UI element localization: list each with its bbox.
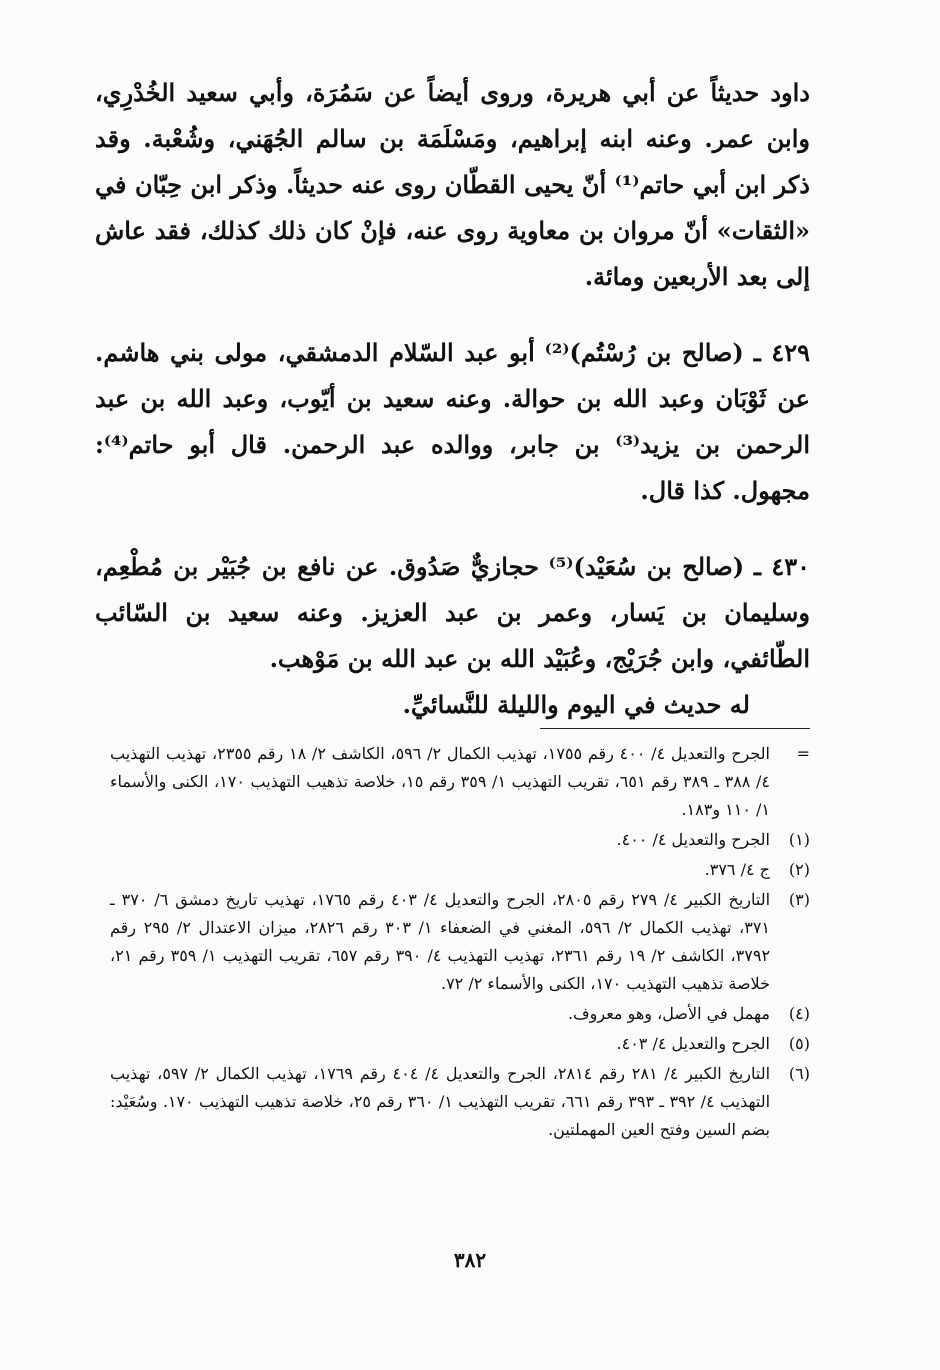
- footnote-text: الجرح والتعديل ٤/ ٤٠٠.: [616, 830, 770, 849]
- page-number: ٣٨٢: [453, 1248, 487, 1272]
- footnote-text: ج ٤/ ٣٧٦.: [704, 860, 770, 879]
- footnote-marker: =: [796, 744, 810, 763]
- footnote-marker: (٤): [788, 1004, 810, 1023]
- footnote-marker: (٥): [788, 1034, 810, 1053]
- footnote: [110, 1030, 810, 1058]
- footnote: [110, 886, 810, 998]
- entry-heading: (صالح بن سُعَيْد)⁽⁵⁾: [548, 552, 745, 581]
- entry-number: ٤٣٠ ـ: [753, 552, 810, 581]
- footnote-marker: (٢): [788, 860, 810, 879]
- footnote-divider: [540, 728, 810, 729]
- footnote: [110, 1000, 810, 1028]
- footnote-text: التاريخ الكبير ٤/ ٢٨١ رقم ٢٨١٤، الجرح والتعديل ٤/ ٤٠٤ رقم ١٧٦٩، تهذيب الكمال ٢/ ٥٩٧، تهذيب التهذيب ٤/ ٣٩٢ ـ ٣٩٣ رقم ٦٦١، تقريب التهذيب ١/ ٣٦٠ رقم ٢٥، خلاصة تذهيب التهذيب ١٧٠. وسُعَيْد: بضم السين وفتح العين المهملتين.: [110, 1064, 771, 1139]
- main-text: [95, 70, 810, 728]
- footnote: [110, 1060, 810, 1144]
- footnote-marker: (٣): [788, 890, 810, 909]
- footnotes: [110, 740, 810, 1146]
- footnote-text: التاريخ الكبير ٤/ ٢٧٩ رقم ٢٨٠٥، الجرح والتعديل ٤/ ٤٠٣ رقم ١٧٦٥، تهذيب تاريخ دمشق ٦/ ٣٧٠ ـ ٣٧١، تهذيب الكمال ٢/ ٥٩٦، المغني في الضعفاء ١/ ٣٠٣ رقم ٢٨٢٦، ميزان الاعتدال ٢/ ٢٩٥ رقم ٣٧٩٢، الكاشف ٢/ ١٩ رقم ٢٣٦١، تهذيب التهذيب ٤/ ٣٩٠ رقم ٦٥٧، تقريب التهذيب ١/ ٣٥٩ رقم ٢١، خلاصة تذهيب التهذيب ١٧٠، الكنى والأسماء ٢/ ٧٢.: [110, 890, 771, 993]
- paragraph-continuation: [95, 70, 810, 300]
- entry-heading: (صالح بن رُسْتُم)⁽²⁾: [544, 338, 744, 367]
- footnote-text: الجرح والتعديل ٤/ ٤٠٠ رقم ١٧٥٥، تهذيب الكمال ٢/ ٥٩٦، الكاشف ٢/ ١٨ رقم ٢٣٥٥، تهذيب التهذيب ٤/ ٣٨٨ ـ ٣٨٩ رقم ٦٥١، تقريب التهذيب ١/ ٣٥٩ رقم ١٥، خلاصة تذهيب التهذيب ١٧٠، الكنى والأسماء ١/ ١١٠ و١٨٣.: [110, 744, 771, 819]
- footnote-text: مهمل في الأصل، وهو معروف.: [567, 1004, 770, 1023]
- footnote: [110, 826, 810, 854]
- entry-429: [95, 330, 810, 514]
- entry-number: ٤٢٩ ـ: [753, 338, 811, 367]
- footnote: [110, 740, 810, 824]
- footnote-marker: (١): [788, 830, 810, 849]
- entry-430: [95, 544, 810, 728]
- entry-closing-line: له حديث في اليوم والليلة للنَّسائيِّ.: [402, 690, 750, 719]
- continuation-text: داود حديثاً عن أبي هريرة، وروى أيضاً عن سَمُرَة، وأبي سعيد الخُدْرِي، وابن عمر. وعنه ابنه إبراهيم، ومَسْلَمَة بن سالم الجُهَني، وشُعْبة. وقد ذكر ابن أبي حاتم⁽¹⁾ أنّ يحيى القطّان روى عنه حديثاً. وذكر ابن حِبّان في «الثقات» أنّ مروان بن معاوية روى عنه، فإنْ كان ذلك كذلك، فقد عاش إلى بعد الأربعين ومائة.: [95, 78, 810, 291]
- footnote-text: الجرح والتعديل ٤/ ٤٠٣.: [616, 1034, 770, 1053]
- entry-body: حجازيٌّ صَدُوق. عن نافع بن جُبَيْر بن مُطْعِم، وسليمان بن يَسار، وعمر بن عبد العزيز. وعنه سعيد بن السّائب الطّائفي، وابن جُرَيْج، وعُبَيْد الله بن عبد الله بن مَوْهب.: [95, 552, 810, 673]
- footnote: [110, 856, 810, 884]
- entry-body: أبو عبد السّلام الدمشقي، مولى بني هاشم. عن ثَوْبَان وعبد الله بن حوالة. وعنه سعيد بن أيّوب، وعبد الله بن عبد الرحمن بن يزيد⁽³⁾ بن جابر، ووالده عبد الرحمن. قال أبو حاتم⁽⁴⁾: مجهول. كذا قال.: [95, 338, 810, 505]
- footnote-marker: (٦): [788, 1064, 810, 1083]
